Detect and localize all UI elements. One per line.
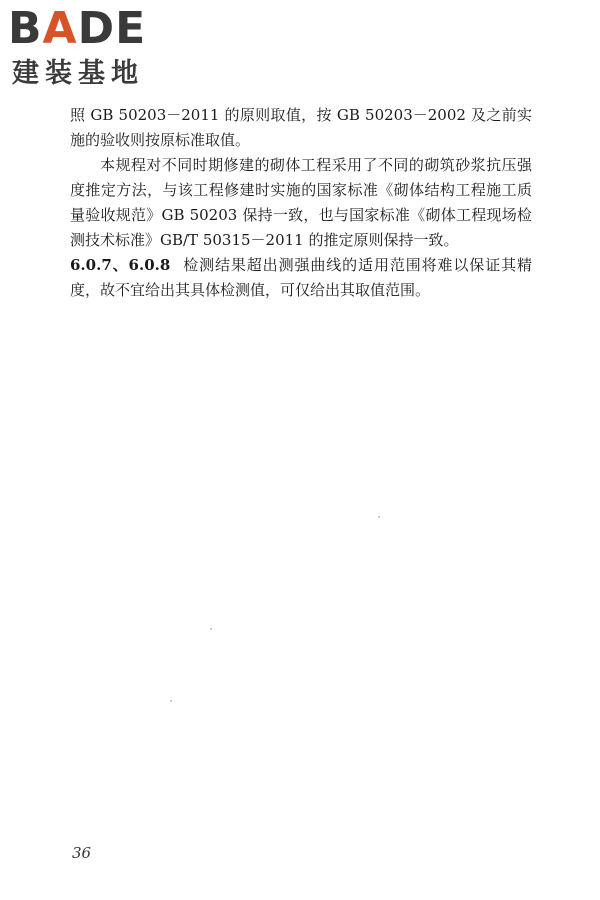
paragraph-strength-method: 本规程对不同时期修建的砌体工程采用了不同的砌筑砂浆抗压强度推定方法，与该工程修建时实施的国家标准《砌体结构工程施工质量验收规范》GB 50203 保持一致，也与国家标准《砌体工程现场检测技术标准》GB/T 50315－2011 的推定原则保持一致。 <box>70 156 532 249</box>
page-number: 36 <box>72 844 92 862</box>
document-body <box>70 103 532 303</box>
scan-speck <box>170 700 172 702</box>
logo-subtitle: 建装基地 <box>12 58 144 89</box>
logo-wordmark <box>8 4 146 54</box>
clause-paragraph <box>70 253 532 303</box>
paragraph-continuation: 照 GB 50203－2011 的原则取值，按 GB 50203－2002 及之前实施的验收则按原标准取值。 <box>70 106 532 149</box>
scan-speck <box>210 628 212 630</box>
logo-wordmark-prefix: B <box>8 3 43 54</box>
bade-logo <box>8 4 178 94</box>
clause-text: 检测结果超出测强曲线的适用范围将难以保证其精度，故不宜给出其具体检测值，可仅给出其取值范围。 <box>70 256 532 299</box>
clause-number: 6.0.7、6.0.8 <box>70 256 171 274</box>
logo-wordmark-suffix: DE <box>77 3 147 54</box>
scan-speck <box>378 516 380 518</box>
logo-wordmark-accent: A <box>42 3 78 54</box>
